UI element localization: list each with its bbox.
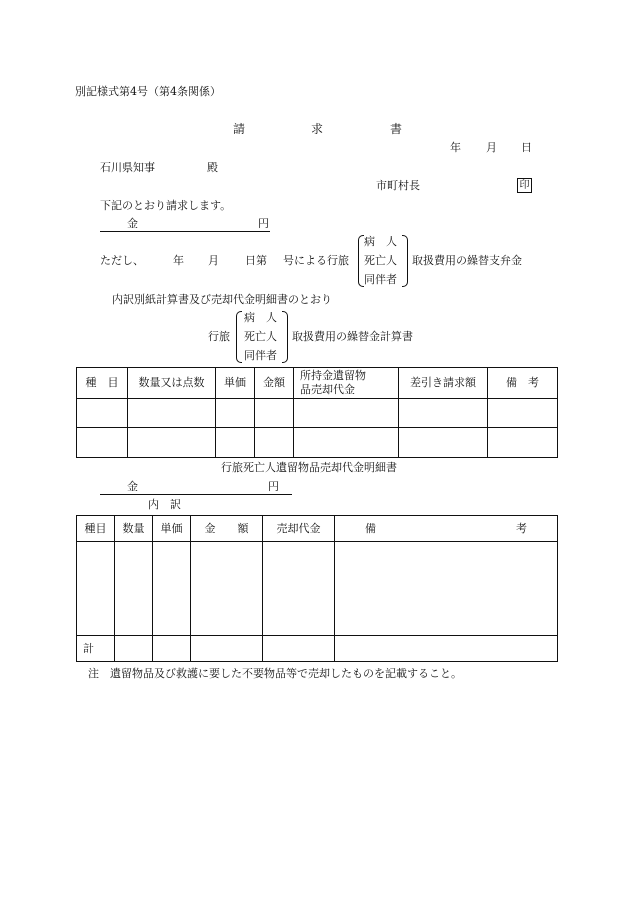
amount-underline — [100, 231, 270, 232]
proviso-year: 年 — [173, 254, 184, 267]
category-bracket-right — [402, 235, 408, 287]
calc-bracket-right — [282, 311, 288, 363]
date-month: 月 — [486, 141, 497, 154]
detail-header-row — [77, 516, 558, 542]
table-cell[interactable] — [77, 399, 128, 428]
proviso-suffix: 取扱費用の繰替支弁金 — [412, 254, 522, 267]
calc-header-amount: 金額 — [255, 368, 294, 399]
detail-amount-prefix: 金 — [127, 480, 138, 493]
detail-table — [76, 515, 558, 662]
detail-header-remarks-1: 備 — [335, 516, 445, 542]
title-char-1: 請 — [233, 122, 246, 136]
table-cell[interactable] — [294, 399, 399, 428]
intro-text: 下記のとおり請求します。 — [100, 199, 232, 212]
calc-header-sale-proceeds: 所持金遺留物品売却代金 — [294, 368, 399, 399]
calc-header-remarks: 備 考 — [488, 368, 558, 399]
calc-header-quantity: 数量又は点数 — [128, 368, 216, 399]
date-year: 年 — [450, 141, 461, 154]
calc-prefix: 行旅 — [208, 330, 230, 343]
calc-table — [76, 367, 558, 458]
table-cell[interactable] — [263, 636, 335, 662]
calc-category-companion: 同伴者 — [244, 349, 277, 362]
table-cell[interactable] — [335, 542, 558, 636]
table-cell[interactable] — [128, 428, 216, 458]
calc-title: 取扱費用の繰替金計算書 — [292, 330, 413, 343]
detail-amount-underline — [100, 494, 292, 495]
addressee: 石川県知事 — [100, 161, 155, 174]
table-row — [77, 399, 558, 428]
table-cell[interactable] — [77, 428, 128, 458]
table-cell[interactable] — [263, 542, 335, 636]
table-cell[interactable] — [335, 636, 558, 662]
detail-amount-suffix: 円 — [268, 480, 279, 493]
detail-title: 行旅死亡人遺留物品売却代金明細書 — [221, 461, 397, 474]
honorific: 殿 — [207, 161, 218, 174]
proviso-day-no: 日第 — [245, 254, 267, 267]
detail-header-unit-price: 単価 — [153, 516, 191, 542]
table-cell[interactable] — [77, 542, 115, 636]
detail-header-amount: 金 額 — [191, 516, 263, 542]
table-cell[interactable] — [399, 428, 488, 458]
table-cell[interactable] — [128, 399, 216, 428]
category-deceased: 死亡人 — [364, 254, 397, 267]
table-row — [77, 542, 558, 636]
table-cell[interactable] — [115, 542, 153, 636]
proviso-prefix: ただし、 — [100, 254, 144, 267]
table-cell[interactable] — [294, 428, 399, 458]
table-cell[interactable] — [488, 399, 558, 428]
seal-stamp: 印 — [517, 178, 532, 193]
table-cell[interactable] — [255, 399, 294, 428]
detail-header-item: 種目 — [77, 516, 115, 542]
table-cell[interactable] — [191, 636, 263, 662]
category-companion: 同伴者 — [364, 273, 397, 286]
detail-subtitle: 内 訳 — [148, 498, 181, 511]
proviso-month: 月 — [208, 254, 219, 267]
footnote: 注 遺留物品及び救護に要した不要物品等で売却したものを記載すること。 — [88, 667, 462, 680]
proviso-issue-suffix: 号による行旅 — [283, 254, 349, 267]
sender: 市町村長 — [376, 179, 420, 192]
table-row — [77, 428, 558, 458]
title-char-2: 求 — [311, 122, 324, 136]
table-cell[interactable] — [216, 399, 255, 428]
table-cell[interactable] — [399, 399, 488, 428]
detail-header-sale-price: 売却代金 — [263, 516, 335, 542]
table-cell[interactable] — [153, 636, 191, 662]
calc-category-deceased: 死亡人 — [244, 330, 277, 343]
calc-header-item: 種 目 — [77, 368, 128, 399]
calc-header-row — [77, 368, 558, 399]
calc-bracket-left — [236, 311, 242, 363]
table-cell[interactable] — [191, 542, 263, 636]
amount-prefix: 金 — [127, 217, 138, 230]
date-day: 日 — [521, 141, 532, 154]
detail-total-row — [77, 636, 558, 662]
category-sick: 病 人 — [364, 235, 397, 248]
breakdown-note: 内訳別紙計算書及び売却代金明細書のとおり — [112, 293, 332, 306]
calc-header-net-claim: 差引き請求額 — [399, 368, 488, 399]
calc-category-sick: 病 人 — [244, 311, 277, 324]
amount-suffix: 円 — [258, 217, 269, 230]
calc-header-unit-price: 単価 — [216, 368, 255, 399]
table-cell[interactable] — [216, 428, 255, 458]
table-cell[interactable] — [153, 542, 191, 636]
table-cell[interactable] — [255, 428, 294, 458]
detail-header-remarks-2: 考 — [445, 516, 558, 542]
table-cell[interactable] — [115, 636, 153, 662]
table-cell[interactable] — [488, 428, 558, 458]
detail-total-label: 計 — [77, 636, 115, 662]
detail-header-quantity: 数量 — [115, 516, 153, 542]
form-reference: 別記様式第4号（第4条関係） — [75, 85, 221, 98]
title-char-3: 書 — [390, 122, 403, 136]
